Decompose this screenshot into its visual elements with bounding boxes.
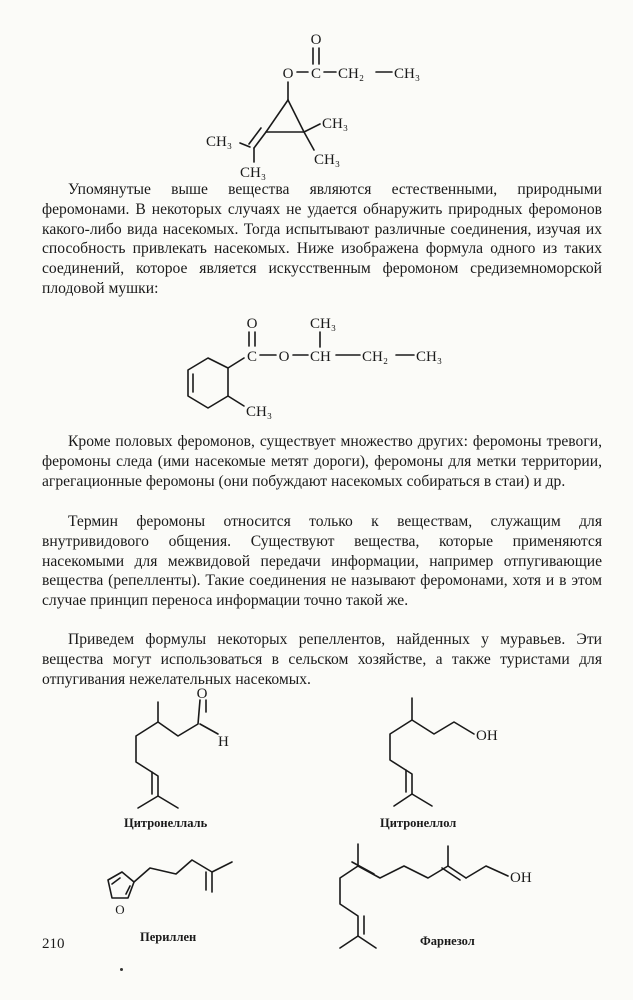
group-ch2: CH₂ (362, 349, 389, 365)
atom-o: O (278, 349, 290, 365)
atom-h: H (218, 734, 229, 750)
caption-perillen: Периллен (140, 930, 197, 944)
group-ch3-bottom: CH₃ (240, 165, 267, 181)
page-number: 210 (42, 936, 65, 952)
caption-farnesol: Фарнезол (420, 934, 475, 948)
print-speck (120, 968, 123, 971)
paragraph-2: Кроме половых феромонов, существует множество других: феромоны тревоги, феромоны следа (ими насекомые метят дороги), феромоны для метки территории, агрегационные феромоны (они побуждают насекомых собираться в стаи) и др. (42, 433, 602, 490)
atom-c: C (310, 66, 322, 82)
atom-o: O (115, 902, 125, 917)
caption-citronellol: Цитронеллол (380, 816, 457, 830)
atom-o-top: O (246, 316, 258, 332)
atom-oh: OH (476, 728, 498, 744)
paragraph-1: Упомянутые выше вещества являются естественными, природными феромонами. В некоторых случаях не удается обнаружить природных феромонов какого-либо вида насекомых. Тогда испытывают различные соединения, изучая их способность привлекать насекомых. Ниже изображена формула одного из таких соединений, которое является искусственным феромоном средиземноморской плодовой мушки: (42, 181, 602, 297)
atom-o-carbonyl: O (310, 32, 322, 48)
group-ch3-ring-b: CH₃ (314, 152, 341, 168)
atom-o: O (196, 686, 208, 702)
paragraph-3: Термин феромоны относится только к веществам, служащим для внутривидового общения. Существуют вещества, которые применяются насекомыми для межвидовой передачи информации, например отпугивающие вещества (репелленты). Такие соединения не называют феромонами, хотя и в этом случае принцип переноса информации точно такой же. (42, 513, 602, 610)
atom-o-ester: O (282, 66, 294, 82)
group-ch3-ring-a: CH₃ (322, 116, 349, 132)
group-ch3-top: CH₃ (310, 316, 337, 332)
group-ch3-ring: CH₃ (246, 404, 273, 420)
group-ch2: CH₂ (338, 66, 365, 82)
group-ch3-left: CH₃ (206, 134, 233, 150)
group-ch3-end: CH₃ (416, 349, 443, 365)
group-ch: CH (310, 349, 331, 365)
atom-oh: OH (510, 870, 532, 886)
group-ch3-end: CH₃ (394, 66, 421, 82)
caption-citronellal: Цитронеллаль (124, 816, 208, 830)
paragraph-4: Приведем формулы некоторых репеллентов, найденных у муравьев. Эти вещества могут использоваться в сельском хозяйстве, а также туристами для отпугивания нежелательных насекомых. (42, 631, 602, 688)
atom-c: C (246, 349, 258, 365)
